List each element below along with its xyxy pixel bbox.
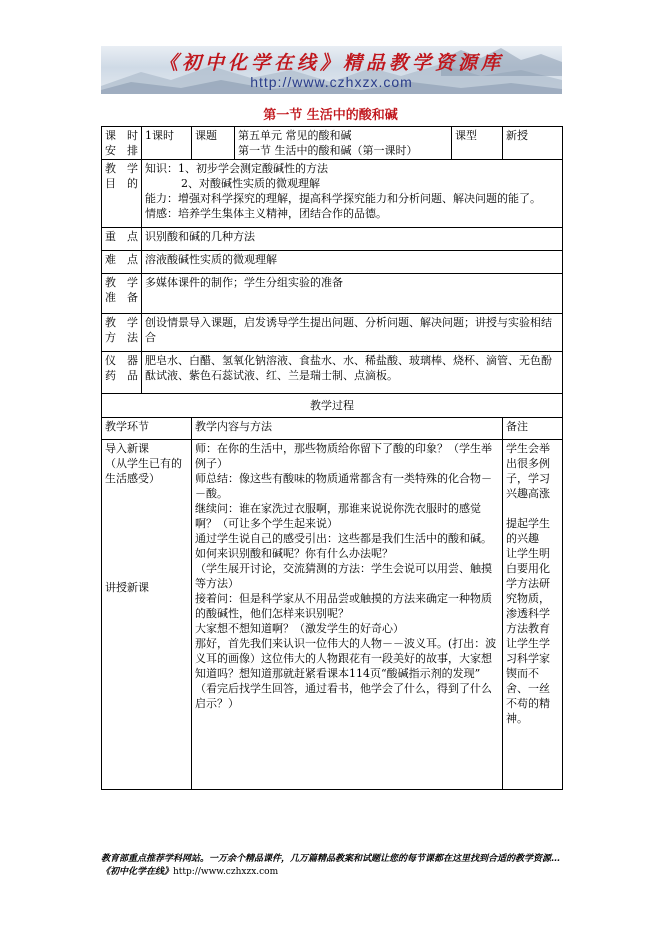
process-header-row — [102, 418, 563, 440]
content-paragraph: 师：在你的生活中，那些物质给你留下了酸的印象？（学生举例子） — [195, 442, 492, 470]
type-label: 课型 — [452, 127, 503, 160]
preparation-label: 教 学 准备 — [102, 274, 142, 314]
key-points-label: 重点 — [102, 228, 142, 251]
content-paragraph: 接着问：但是科学家从不用品尝或触摸的方法来确定一种物质的酸碱性，他们怎样来识别呢？ — [195, 592, 492, 620]
topic-line-2: 第一节 生活中的酸和碱（第一课时） — [238, 144, 418, 157]
footer-text: 教育部重点推荐学科网站。一万余个精品课件，几万篇精品教案和试题让您的每节课都在这里找到合适的教学资源…《初中化学在线》 — [101, 854, 561, 877]
hours-label: 课 时 安排 — [102, 127, 142, 160]
goal-knowledge-2: 2、对酸碱性实质的微观理解 — [181, 177, 320, 190]
methods-row — [102, 314, 563, 352]
preparation-row — [102, 274, 563, 314]
preparation-value: 多媒体课件的制作；学生分组实验的准备 — [142, 274, 563, 314]
lesson-info-row — [102, 127, 563, 160]
page-title: 第一节 生活中的酸和碱 — [263, 108, 398, 123]
column-header-content: 教学内容与方法 — [192, 418, 503, 440]
content-paragraph: 通过学生说自己的感受引出：这些都是我们生活中的酸和碱。 — [195, 532, 492, 545]
note-item: 让学生学习科学家锲而不舍、一丝不苟的精神。 — [506, 637, 550, 725]
note-item: 学生会举出很多例子，学习兴趣高涨 — [506, 442, 550, 500]
materials-label: 仪 器 药品 — [102, 352, 142, 394]
goal-emotion: 情感：培养学生集体主义精神，团结合作的品德。 — [145, 207, 387, 220]
methods-value: 创设情景导入课题，启发诱导学生提出问题、分析问题、解决问题；讲授与实验相结合 — [142, 314, 563, 352]
content-paragraph: 那好，首先我们来认识一位伟大的人物－－波义耳。(打出：波义耳的画像）这位伟大的人物跟花有一段美好的故事，大家想知道吗？想知道那就赶紧看课本114页“酸碱指示剂的发现” — [195, 637, 497, 680]
key-points-value: 识别酸和碱的几种方法 — [142, 228, 563, 251]
column-header-note: 备注 — [503, 418, 563, 440]
process-note-cell — [503, 440, 563, 790]
topic-line-1: 第五单元 常见的酸和碱 — [238, 129, 352, 142]
goal-knowledge-1: 知识：1、初步学会测定酸碱性的方法 — [145, 162, 328, 175]
difficulty-value: 溶液酸碱性实质的微观理解 — [142, 251, 563, 274]
banner-title: 《初中化学在线》精品教学资源库 — [158, 52, 504, 74]
page-footer — [101, 853, 571, 879]
column-header-stage: 教学环节 — [102, 418, 192, 440]
goals-content — [142, 160, 563, 228]
goals-label: 教 学 目的 — [102, 160, 142, 228]
lesson-plan-table — [101, 126, 563, 790]
type-value: 新授 — [503, 127, 563, 160]
content-paragraph: 如何来识别酸和碱呢？你有什么办法呢？ — [195, 547, 393, 560]
process-heading-row — [102, 394, 563, 418]
key-points-row — [102, 228, 563, 251]
methods-label: 教 学 方法 — [102, 314, 142, 352]
site-banner — [101, 46, 562, 94]
materials-row — [102, 352, 563, 394]
process-content-cell — [192, 440, 503, 790]
process-heading: 教学过程 — [102, 394, 563, 418]
topic-value — [235, 127, 452, 160]
stage-intro: 导入新课 — [105, 442, 149, 455]
difficulty-label: 难点 — [102, 251, 142, 274]
topic-label: 课题 — [192, 127, 235, 160]
content-paragraph: （学生展开讨论，交流猜测的方法：学生会说可以用尝、触摸等方法） — [195, 562, 492, 590]
footer-url[interactable]: http://www.czhxzx.com — [173, 867, 279, 877]
content-paragraph: 继续问：谁在家洗过衣服啊，那谁来说说你洗衣服时的感觉啊？（可让多个学生起来说） — [195, 502, 481, 530]
goal-ability: 能力：增强对科学探究的理解，提高科学探究能力和分析问题、解决问题的能了。 — [145, 192, 541, 205]
process-body-row — [102, 440, 563, 790]
stage-teaching: 讲授新课 — [105, 581, 149, 594]
note-item: 提起学生的兴趣 — [506, 517, 550, 545]
banner-url[interactable]: http://www.czhxzx.com — [250, 74, 413, 90]
stage-intro-note: （从学生已有的生活感受） — [105, 457, 182, 485]
note-item: 让学生明白要用化学方法研究物质，渗透科学方法教育 — [506, 547, 550, 635]
materials-value: 肥皂水、白醋、氢氧化钠溶液、食盐水、水、稀盐酸、玻璃棒、烧杯、滴管、无色酚酞试液、紫色石蕊试液、红、兰是瑞士制、点滴板。 — [142, 352, 563, 394]
content-paragraph: （看完后找学生回答，通过看书，他学会了什么，得到了什么启示？） — [195, 682, 492, 710]
content-paragraph: 大家想不想知道啊？（激发学生的好奇心） — [195, 622, 404, 635]
content-paragraph: 师总结：像这些有酸味的物质通常都含有一类特殊的化合物－－酸。 — [195, 472, 492, 500]
difficulty-row — [102, 251, 563, 274]
process-stage-cell — [102, 440, 192, 790]
hours-value: 1课时 — [142, 127, 192, 160]
goals-row — [102, 160, 563, 228]
